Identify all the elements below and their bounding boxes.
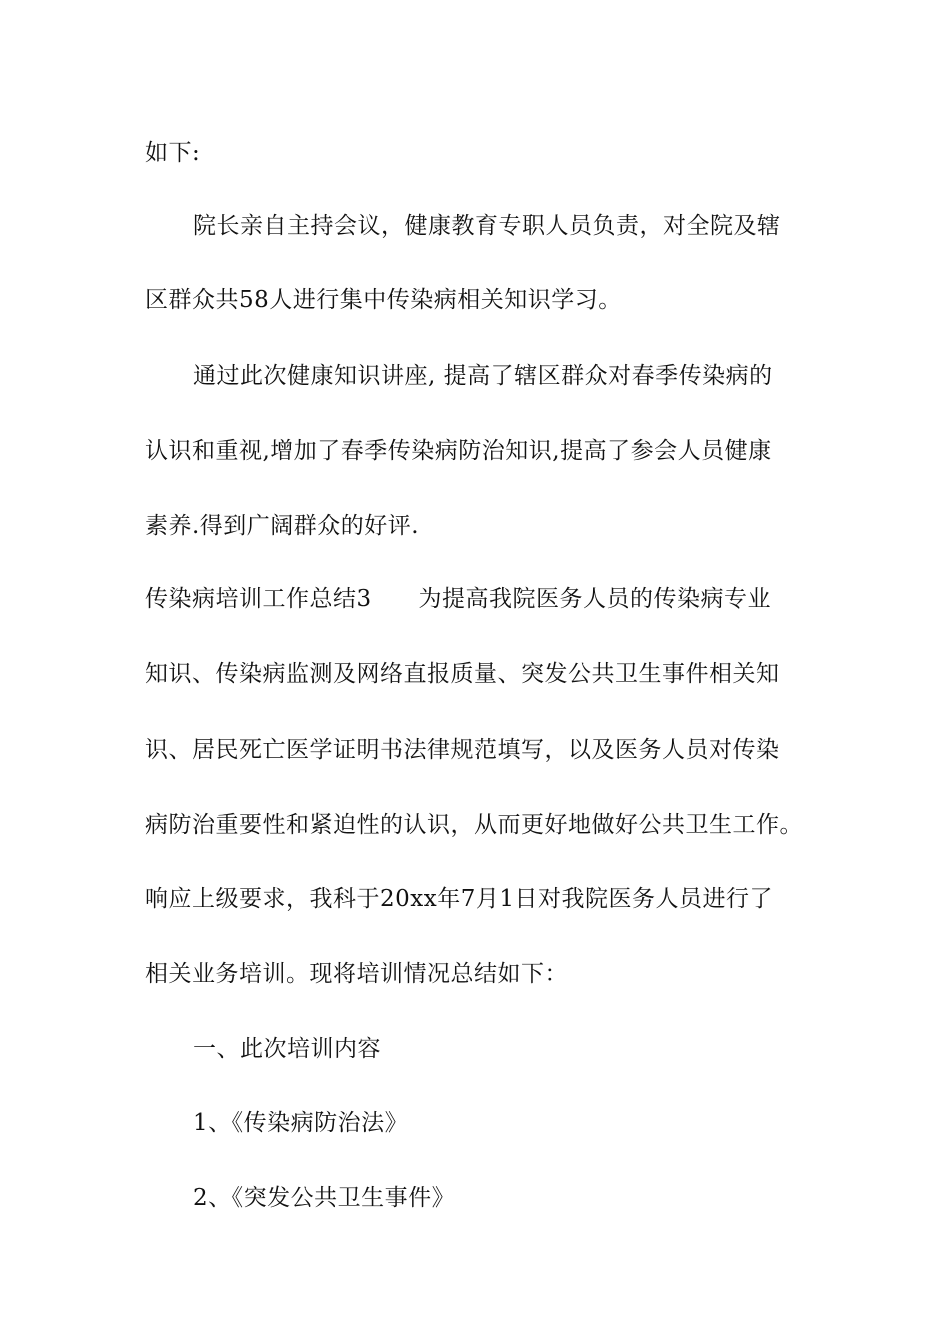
text-line: 病防治重要性和紧迫性的认识，从而更好地做好公共卫生工作。 — [145, 812, 803, 838]
text-line: 认识和重视,增加了春季传染病防治知识,提高了参会人员健康 — [145, 438, 772, 464]
text-line: 知识、传染病监测及网络直报质量、突发公共卫生事件相关知 — [145, 661, 780, 687]
text-line: 通过此次健康知识讲座, 提高了辖区群众对春季传染病的 — [193, 363, 773, 389]
list-item: 2、《突发公共卫生事件》 — [193, 1185, 456, 1211]
text-line: 响应上级要求，我科于20xx年7月1日对我院医务人员进行了 — [145, 886, 773, 912]
list-item: 1、《传染病防治法》 — [193, 1110, 409, 1136]
text-line: 识、居民死亡医学证明书法律规范填写，以及医务人员对传染 — [145, 737, 780, 763]
list-heading: 一、此次培训内容 — [193, 1036, 381, 1062]
section-heading-line: 传染病培训工作总结3 为提高我院医务人员的传染病专业 — [145, 586, 771, 612]
text-line: 相关业务培训。现将培训情况总结如下： — [145, 961, 568, 987]
text-line: 院长亲自主持会议，健康教育专职人员负责，对全院及辖 — [193, 213, 781, 239]
text-line: 素养.得到广阔群众的好评. — [145, 513, 420, 539]
text-line: 区群众共58人进行集中传染病相关知识学习。 — [145, 287, 622, 313]
text-line: 如下: — [145, 140, 201, 166]
